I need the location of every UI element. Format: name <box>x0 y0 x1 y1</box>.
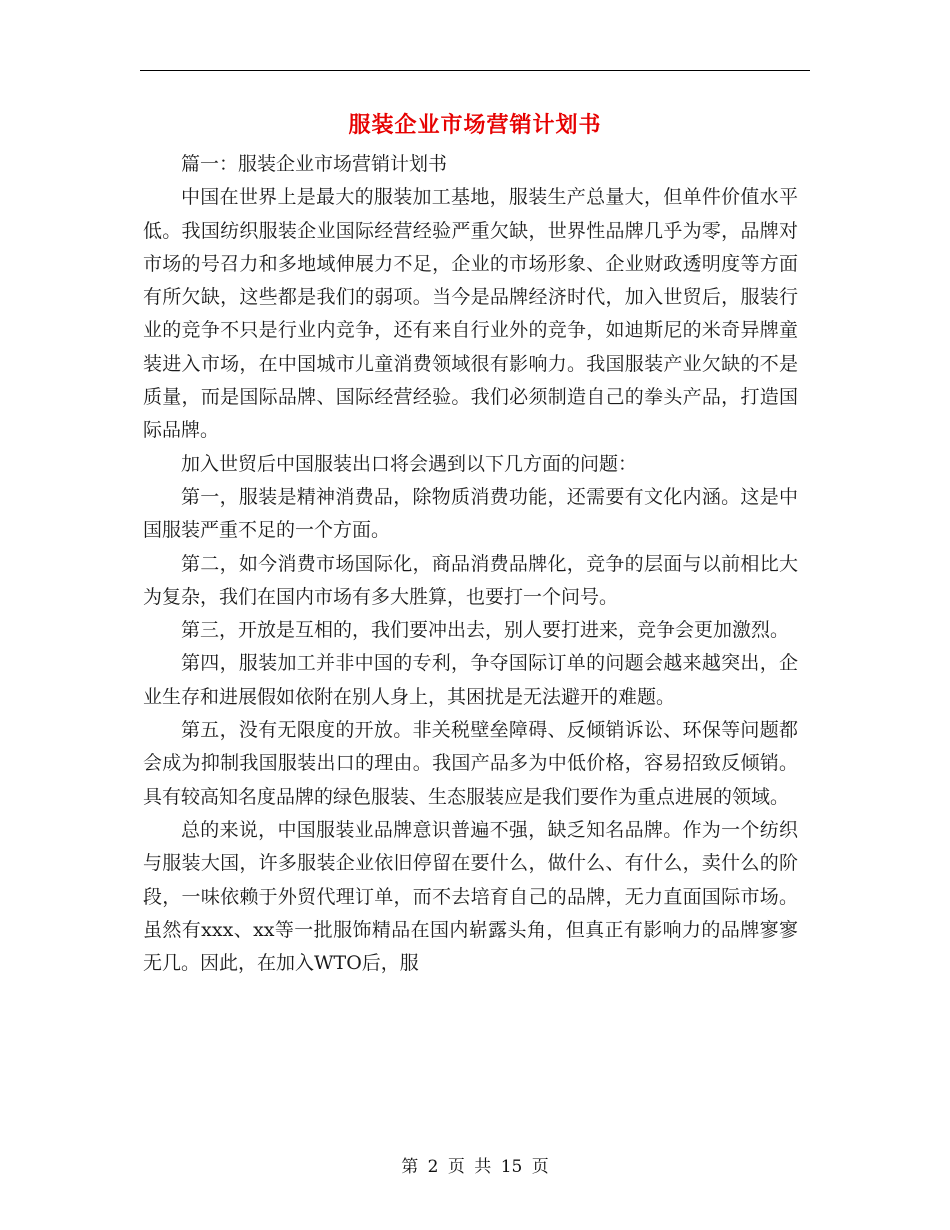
paragraph: 中国在世界上是最大的服装加工基地，服装生产总量大，但单件价值水平低。我国纺织服装企业国际经营经验严重欠缺，世界性品牌几乎为零，品牌对市场的号召力和多地域伸展力不足，企业的市场形象、企业财政透明度等方面有所欠缺，这些都是我们的弱项。当今是品牌经济时代，加入世贸后，服装行业的竞争不只是行业内竞争，还有来自行业外的竞争，如迪斯尼的米奇异牌童装进入市场，在中国城市儿童消费领域很有影响力。我国服装产业欠缺的不是质量，而是国际品牌、国际经营经验。我们必须制造自己的拳头产品，打造国际品牌。 <box>143 186 798 442</box>
paragraph: 第一，服装是精神消费品，除物质消费功能，还需要有文化内涵。这是中国服装严重不足的一个方面。 <box>143 485 798 542</box>
paragraph: 加入世贸后中国服装出口将会遇到以下几方面的问题： <box>181 452 638 475</box>
paragraph: 第三，开放是互相的，我们要冲出去，别人要打进来，竞争会更加激烈。 <box>181 619 790 642</box>
document-title: 服装企业市场营销计划书 <box>348 112 602 138</box>
paragraph: 第五，没有无限度的开放。非关税壁垒障碍、反倾销诉讼、环保等问题都会成为抑制我国服装出口的理由。我国产品多为中低价格，容易招致反倾销。具有较高知名度品牌的绿色服装、生态服装应是我们要作为重点进展的领域。 <box>143 719 798 808</box>
document-body <box>143 148 798 980</box>
paragraph: 第四，服装加工并非中国的专利，争夺国际订单的问题会越来越突出，企业生存和进展假如依附在别人身上，其困扰是无法避开的难题。 <box>143 652 798 708</box>
page-footer: 第 2 页 共 15 页 <box>401 1157 549 1177</box>
section-heading: 篇一：服装企业市场营销计划书 <box>181 153 448 175</box>
header-rule <box>140 70 810 71</box>
paragraph: 第二，如今消费市场国际化，商品消费品牌化，竞争的层面与以前相比大为复杂，我们在国内市场有多大胜算，也要打一个问号。 <box>143 552 798 608</box>
paragraph: 总的来说，中国服装业品牌意识普遍不强，缺乏知名品牌。作为一个纺织与服装大国，许多服装企业依旧停留在要什么，做什么、有什么，卖什么的阶段，一味依赖于外贸代理订单，而不去培育自己的品牌，无力直面国际市场。虽然有xxx、xx等一批服饰精品在国内崭露头角，但真正有影响力的品牌寥寥无几。因此，在加入WTO后，服 <box>143 818 798 975</box>
